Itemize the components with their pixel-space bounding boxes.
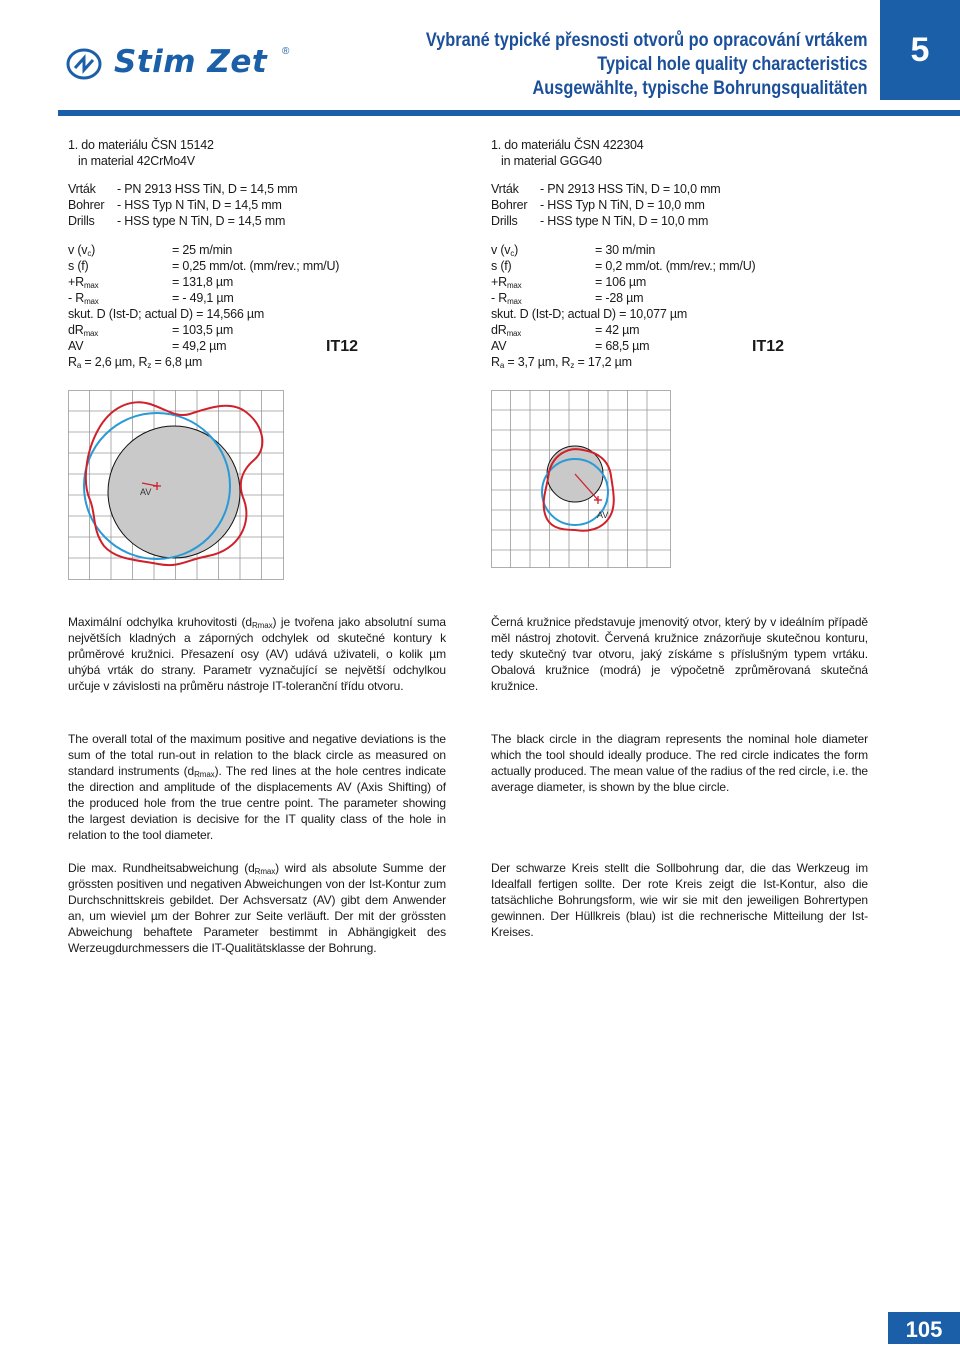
chapter-tab: 5 bbox=[880, 0, 960, 100]
header-rule bbox=[58, 110, 960, 116]
logo-emblem-icon bbox=[66, 48, 102, 80]
right-av-label: AV bbox=[597, 510, 609, 520]
left-drill-row: Vrták - PN 2913 HSS TiN, D = 14,5 mm bbox=[68, 182, 298, 196]
text-en-left: The overall total of the maximum positive and negative deviations is the sum of the total run-out in relation to the black circle as measured on standard instruments $(d_{Rmax})$. The red lines at the hole centres indicate the direction and amplitude of the displacements AV (Axis Shifting) of the produced hole from the true centre point. The parameter showing the largest deviation is decisive for the IT quality class of the hole in relation to the tool diameter. bbox=[68, 732, 446, 842]
right-heading-en: in material GGG40 bbox=[501, 154, 602, 168]
right-param-av: AV = 68,5 µm bbox=[491, 339, 650, 353]
left-param-dr: $dR_{max}$ = 103,5 µm bbox=[68, 323, 234, 338]
registered-mark: ® bbox=[282, 46, 290, 57]
left-drill-row: Bohrer - HSS Typ N TiN, D = 14,5 mm bbox=[68, 198, 282, 212]
left-it-class: IT12 bbox=[326, 338, 359, 355]
left-roundness-diagram bbox=[68, 390, 284, 580]
right-heading-cz: 1. do materiálu ČSN 422304 bbox=[491, 138, 644, 152]
text-en-right: The black circle in the diagram represents the nominal hole diameter which the tool should ideally produce. The red circle indicates the form actually produced. The mean value of the radius of the red circle, i.e. the average diameter, is shown by the blue circle. bbox=[491, 732, 868, 794]
text-cz-left: Maximální odchylka kruhovitosti $(d_{Rmax})$ je tvořena jako absolutní suma největších kladných a záporných odchylek od skutečné kontury k průměrové kružnici. Přesazení osy (AV) udává uživateli, o kolik µm uhýbá vrták do strany. Parametr vyznačující se největší odchylkou určuje v závislosti na průměru nástroje IT-toleranční třídu otvoru. bbox=[68, 615, 446, 693]
title-czech: Vybrané typické přesnosti otvorů po opracování vrtákem bbox=[426, 30, 868, 51]
page-title-block bbox=[354, 29, 868, 101]
right-drill-row: Vrták - PN 2913 HSS TiN, D = 10,0 mm bbox=[491, 182, 721, 196]
left-av-label: AV bbox=[140, 487, 152, 497]
left-param-s: s (f) = 0,25 mm/ot. (mm/rev.; mm/U) bbox=[68, 259, 340, 273]
left-param-skut: skut. D (Ist-D; actual D) = 14,566 µm bbox=[68, 307, 265, 321]
right-it-class: IT12 bbox=[752, 338, 785, 355]
left-spec bbox=[68, 137, 368, 370]
page-number: 105 bbox=[888, 1312, 960, 1344]
left-param-rplus: $+R_{max}$ = 131,8 µm bbox=[68, 275, 234, 290]
left-heading-en: in material 42CrMo4V bbox=[78, 154, 195, 168]
right-param-rminus: - $R_{max}$ = -28 µm bbox=[491, 291, 644, 306]
right-spec bbox=[491, 137, 791, 370]
right-roundness-diagram bbox=[491, 390, 671, 568]
left-nominal-circle bbox=[108, 426, 240, 558]
right-param-skut: skut. D (Ist-D; actual D) = 10,077 µm bbox=[491, 307, 688, 321]
left-param-vc: v $(v_c)$ = 25 m/min bbox=[68, 243, 233, 258]
left-param-roughness: $R_a = 2,6$ µm, $R_z = 6,8$ µm bbox=[68, 355, 203, 370]
text-de-left: Die max. Rundheitsabweichung $(d_{Rmax})$ wird als absolute Summe der grössten positiven und negativen Abweichungen von der Ist-Kontur zum Durchschnittskreis gebildet. Der Achsversatz (AV) gibt dem Anwender an, um wieviel µm der Bohrer zur Seite verläuft. Der mit der grössten Abweichung behaftete Parameter bestimmt in Abhängigkeit des Werzeugdurchmessers die IT-Qualitätsklasse der Bohrung. bbox=[68, 861, 446, 955]
title-german: Ausgewählte, typische Bohrungsqualitäten bbox=[532, 78, 868, 99]
right-param-roughness: $R_a = 3,7$ µm, $R_z = 17,2$ µm bbox=[491, 355, 632, 370]
left-drill-row: Drills - HSS type N TiN, D = 14,5 mm bbox=[68, 214, 286, 228]
title-english: Typical hole quality characteristics bbox=[597, 54, 868, 75]
right-drill-row: Bohrer - HSS Typ N TiN, D = 10,0 mm bbox=[491, 198, 705, 212]
left-param-rminus: - $R_{max}$ = - 49,1 µm bbox=[68, 291, 234, 306]
right-param-s: s (f) = 0,2 mm/ot. (mm/rev.; mm/U) bbox=[491, 259, 756, 273]
left-param-av: AV = 49,2 µm bbox=[68, 339, 227, 353]
right-param-dr: $dR_{max}$ = 42 µm bbox=[491, 323, 640, 338]
logo-wordmark: Stim Zet bbox=[114, 44, 268, 80]
stimzet-logo bbox=[66, 44, 296, 84]
left-heading-cz: 1. do materiálu ČSN 15142 bbox=[68, 138, 214, 152]
right-param-vc: v $(v_c)$ = 30 m/min bbox=[491, 243, 656, 258]
right-drill-row: Drills - HSS type N TiN, D = 10,0 mm bbox=[491, 214, 709, 228]
text-cz-right: Černá kružnice představuje jmenovitý otvor, který by v ideálním případě měl nástroj zhotovit. Červená kružnice znázorňuje skutečnou konturu, tedy skutečný tvar otvoru, jaký získáme s příslušným typem vrtáku. Obalová kružnice (modrá) je výpočetně zprůměrovaná skutečná kružnice. bbox=[491, 615, 868, 693]
text-de-right: Der schwarze Kreis stellt die Sollbohrung dar, die das Werkzeug im Idealfall fertigen sollte. Der rote Kreis zeigt die Ist-Kontur, also die tatsächliche Bohrungsform, wie wir sie mit den jeweiligen Bohrertypen gewinnen. Der Hüllkreis (blau) ist die rechnerische Mitteilung der Ist-Kreises. bbox=[491, 861, 868, 939]
right-param-rplus: $+R_{max}$ = 106 µm bbox=[491, 275, 647, 290]
